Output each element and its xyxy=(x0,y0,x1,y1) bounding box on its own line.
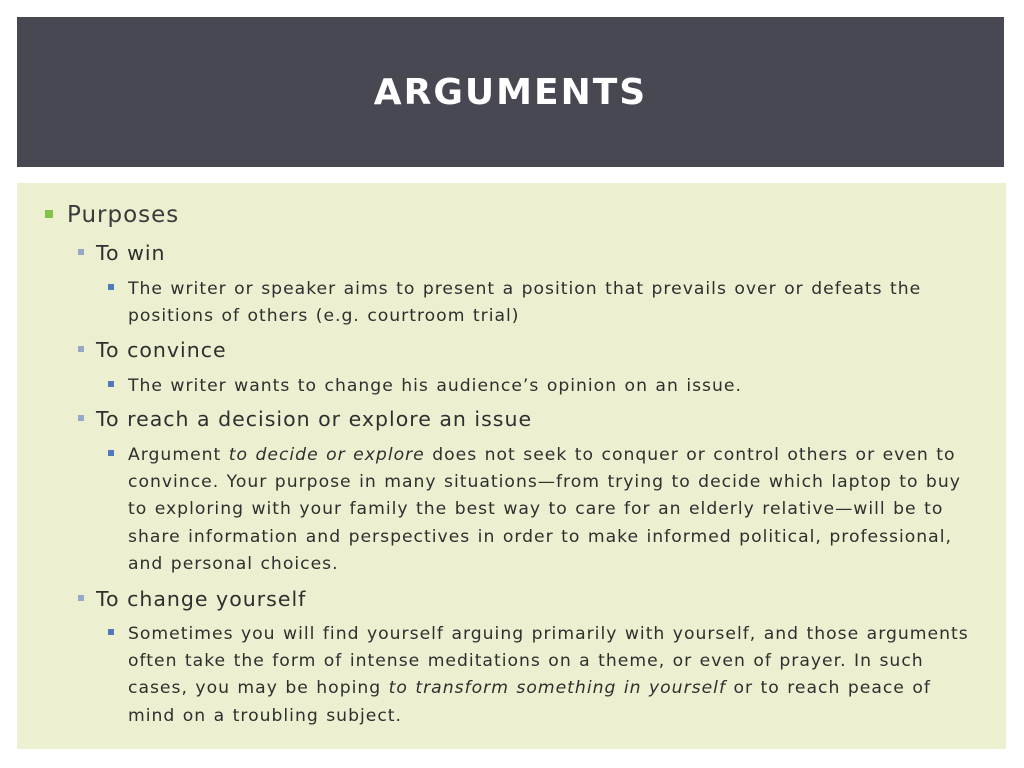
square-bullet-icon xyxy=(108,381,114,387)
content-area xyxy=(17,183,1006,749)
square-bullet-icon xyxy=(78,346,84,352)
square-bullet-icon xyxy=(108,629,114,635)
detail-text xyxy=(128,442,978,578)
square-bullet-icon xyxy=(78,595,84,601)
square-bullet-icon xyxy=(108,284,114,290)
bullet-to-convince xyxy=(78,338,227,362)
bullet-purposes xyxy=(45,202,179,228)
item-label: To convince xyxy=(96,338,227,362)
bullet-to-change-yourself xyxy=(78,587,306,611)
slide-title: ARGUMENTS xyxy=(373,71,648,113)
detail-text-emphasis: to decide or explore xyxy=(228,445,425,465)
bullet-to-win xyxy=(78,241,166,265)
purposes-heading: Purposes xyxy=(67,202,180,228)
detail-text xyxy=(128,621,978,730)
detail-text: The writer wants to change his audience’s opinion on an issue. xyxy=(128,376,742,396)
detail-to-win xyxy=(108,276,978,330)
bullet-to-reach-decision xyxy=(78,407,532,431)
square-bullet-icon xyxy=(78,249,84,255)
detail-to-reach-decision xyxy=(108,442,978,578)
detail-to-convince xyxy=(108,373,978,400)
detail-text-part2: does not seek to conquer or control others or even to convince. Your purpose in many situations—from trying to decide which laptop to buy to exploring with your family the best way to care for an elderly relative—will be to share information and perspectives in order to make informed political, professional, and personal choices. xyxy=(128,445,961,574)
detail-to-change-yourself xyxy=(108,621,978,730)
detail-text: The writer or speaker aims to present a position that prevails over or defeats the positions of others (e.g. courtroom trial) xyxy=(128,279,922,327)
square-bullet-icon xyxy=(45,210,53,218)
detail-text-part1: Sometimes you will find yourself arguing primarily with yourself, and those arguments often take the form of intense meditations on a theme, or even of prayer. In such cases, you may be hoping xyxy=(128,624,969,699)
title-bar xyxy=(17,17,1004,167)
square-bullet-icon xyxy=(108,450,114,456)
item-label: To win xyxy=(96,241,166,265)
detail-text-part2: or to reach peace of mind on a troubling subject. xyxy=(128,678,931,726)
detail-text-part1: Argument xyxy=(128,445,229,465)
item-label: To change yourself xyxy=(96,587,307,611)
item-label: To reach a decision or explore an issue xyxy=(96,407,533,431)
square-bullet-icon xyxy=(78,415,84,421)
detail-text-emphasis: to transform something in yourself xyxy=(388,678,726,699)
